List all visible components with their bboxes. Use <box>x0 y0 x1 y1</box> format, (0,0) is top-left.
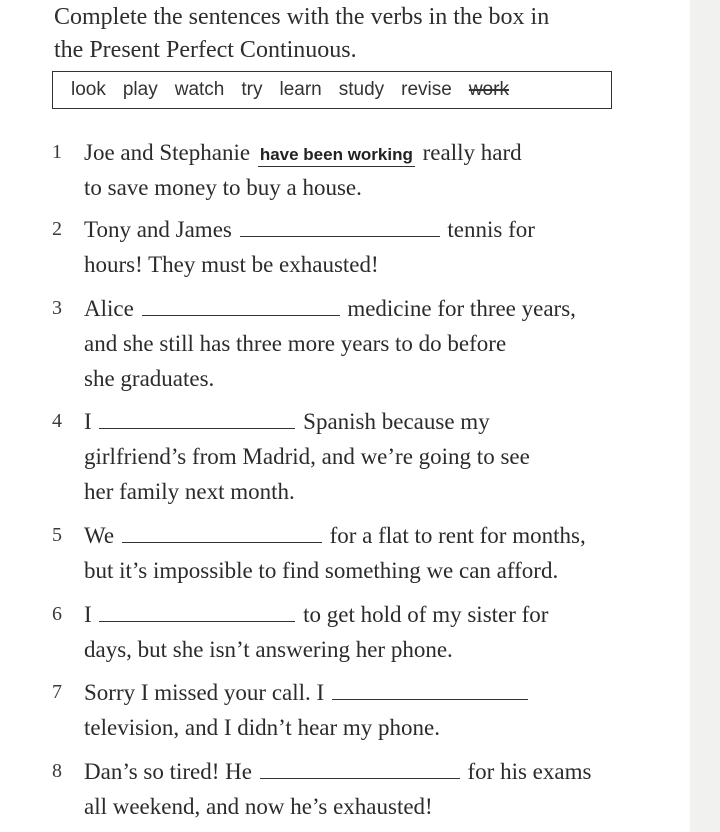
word-learn: learn <box>279 79 322 100</box>
exercise-number: 2 <box>52 218 62 240</box>
sentence-line-2: girlfriend’s from Madrid, and we’re going to see <box>84 444 530 469</box>
sentence-line-2: to save money to buy a house. <box>84 175 362 200</box>
sentence-start: I <box>84 602 92 627</box>
answer-blank[interactable] <box>240 214 440 237</box>
exercise-number: 1 <box>52 141 62 163</box>
sentence-start: Sorry I missed your call. I <box>84 680 325 705</box>
sentence-line-2: hours! They must be exhausted! <box>84 252 379 277</box>
answer-blank[interactable] <box>99 406 295 429</box>
sentence-start: Dan’s so tired! He <box>84 759 252 784</box>
instructions-line-1: Complete the sentences with the verbs in the box in <box>54 4 550 30</box>
sentence-end: for a flat to rent for months, <box>329 523 586 548</box>
word-watch: watch <box>174 79 225 100</box>
answer-blank[interactable] <box>122 520 322 543</box>
answer-blank[interactable] <box>99 599 295 622</box>
word-study: study <box>338 79 385 100</box>
sentence-line-2: television, and I didn’t hear my phone. <box>84 715 440 740</box>
sentence-end: to get hold of my sister for <box>303 602 549 627</box>
exercise-number: 4 <box>52 410 62 432</box>
sentence-start: Joe and Stephanie <box>84 140 251 165</box>
sentence-end: really hard <box>422 140 522 165</box>
sentence-line-2: and she still has three more years to do before <box>84 331 507 356</box>
sentence-end: medicine for three years, <box>347 296 576 321</box>
instructions-line-2: the Present Perfect Continuous. <box>54 37 357 63</box>
word-try: try <box>241 79 263 100</box>
sentence-line-2: days, but she isn’t answering her phone. <box>84 637 453 662</box>
word-look: look <box>71 79 106 100</box>
sentence-line-2: all weekend, and now he’s exhausted! <box>84 794 433 819</box>
sentence-start: I <box>84 409 92 434</box>
sentence-line-2: but it’s impossible to find something we can afford. <box>84 558 559 583</box>
answer-blank[interactable] <box>260 756 460 779</box>
word-work-crossed-out: work <box>468 79 509 100</box>
exercise-number: 3 <box>52 297 62 319</box>
answer-blank[interactable] <box>332 677 528 700</box>
exercise-number: 7 <box>52 681 62 703</box>
verb-word-box <box>52 71 612 109</box>
exercise-number: 6 <box>52 603 62 625</box>
sentence-start: Alice <box>84 296 134 321</box>
answer-blank[interactable] <box>142 293 340 316</box>
instructions <box>54 1 654 67</box>
sentence-start: We <box>84 523 115 548</box>
exercise-number: 8 <box>52 760 62 782</box>
sentence-start: Tony and James <box>84 217 232 242</box>
sentence-line-3: she graduates. <box>84 366 215 391</box>
sentence-line-3: her family next month. <box>84 479 295 504</box>
sentence-end: for his exams <box>467 759 592 784</box>
exercise-number: 5 <box>52 524 62 546</box>
word-play: play <box>122 79 158 100</box>
answer-filled: have been working <box>258 144 415 167</box>
sentence-end: Spanish because my <box>303 409 490 434</box>
sentence-end: tennis for <box>447 217 535 242</box>
word-revise: revise <box>401 79 452 100</box>
